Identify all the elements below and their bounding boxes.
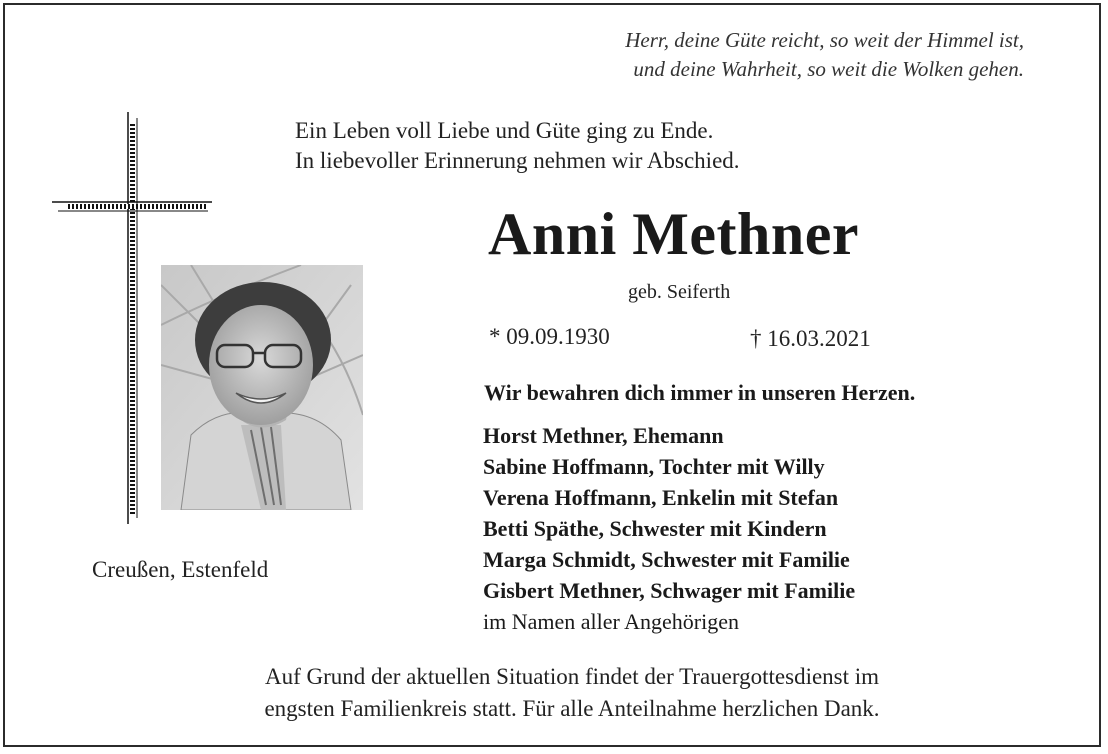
portrait-photo bbox=[161, 265, 363, 510]
motto: Wir bewahren dich immer in unseren Herzen. bbox=[484, 380, 916, 405]
intro-line-2: In liebevoller Erinnerung nehmen wir Abschied. bbox=[295, 148, 740, 173]
intro-text bbox=[295, 116, 740, 176]
place: Creußen, Estenfeld bbox=[92, 557, 269, 582]
mourner-item: Verena Hoffmann, Enkelin mit Stefan bbox=[483, 485, 839, 510]
verse-line-1: Herr, deine Güte reicht, so weit der Himmel ist, bbox=[625, 28, 1024, 52]
mourners-list bbox=[483, 420, 855, 637]
maiden-name: geb. Seiferth bbox=[628, 281, 731, 303]
notice-line-2: engsten Familienkreis statt. Für alle Anteilnahme herzlichen Dank. bbox=[264, 696, 880, 721]
verse-line-2: und deine Wahrheit, so weit die Wolken gehen. bbox=[633, 57, 1024, 81]
mourner-item: Sabine Hoffmann, Tochter mit Willy bbox=[483, 454, 825, 479]
mourner-item: Horst Methner, Ehemann bbox=[483, 423, 724, 448]
bible-verse bbox=[625, 26, 1024, 84]
notice-line-1: Auf Grund der aktuellen Situation findet der Trauergottesdienst im bbox=[264, 664, 880, 689]
intro-line-1: Ein Leben voll Liebe und Güte ging zu Ende. bbox=[295, 118, 714, 143]
mourner-item: Betti Späthe, Schwester mit Kindern bbox=[483, 516, 827, 541]
mourner-item: Marga Schmidt, Schwester mit Familie bbox=[483, 547, 850, 572]
funeral-notice bbox=[0, 661, 1108, 725]
death-date: † 16.03.2021 bbox=[750, 326, 871, 351]
mourner-item: Gisbert Methner, Schwager mit Familie bbox=[483, 578, 856, 603]
deceased-name: Anni Methner bbox=[488, 201, 859, 267]
mourners-closing: im Namen aller Angehörigen bbox=[483, 609, 739, 634]
birth-date: * 09.09.1930 bbox=[489, 324, 610, 349]
